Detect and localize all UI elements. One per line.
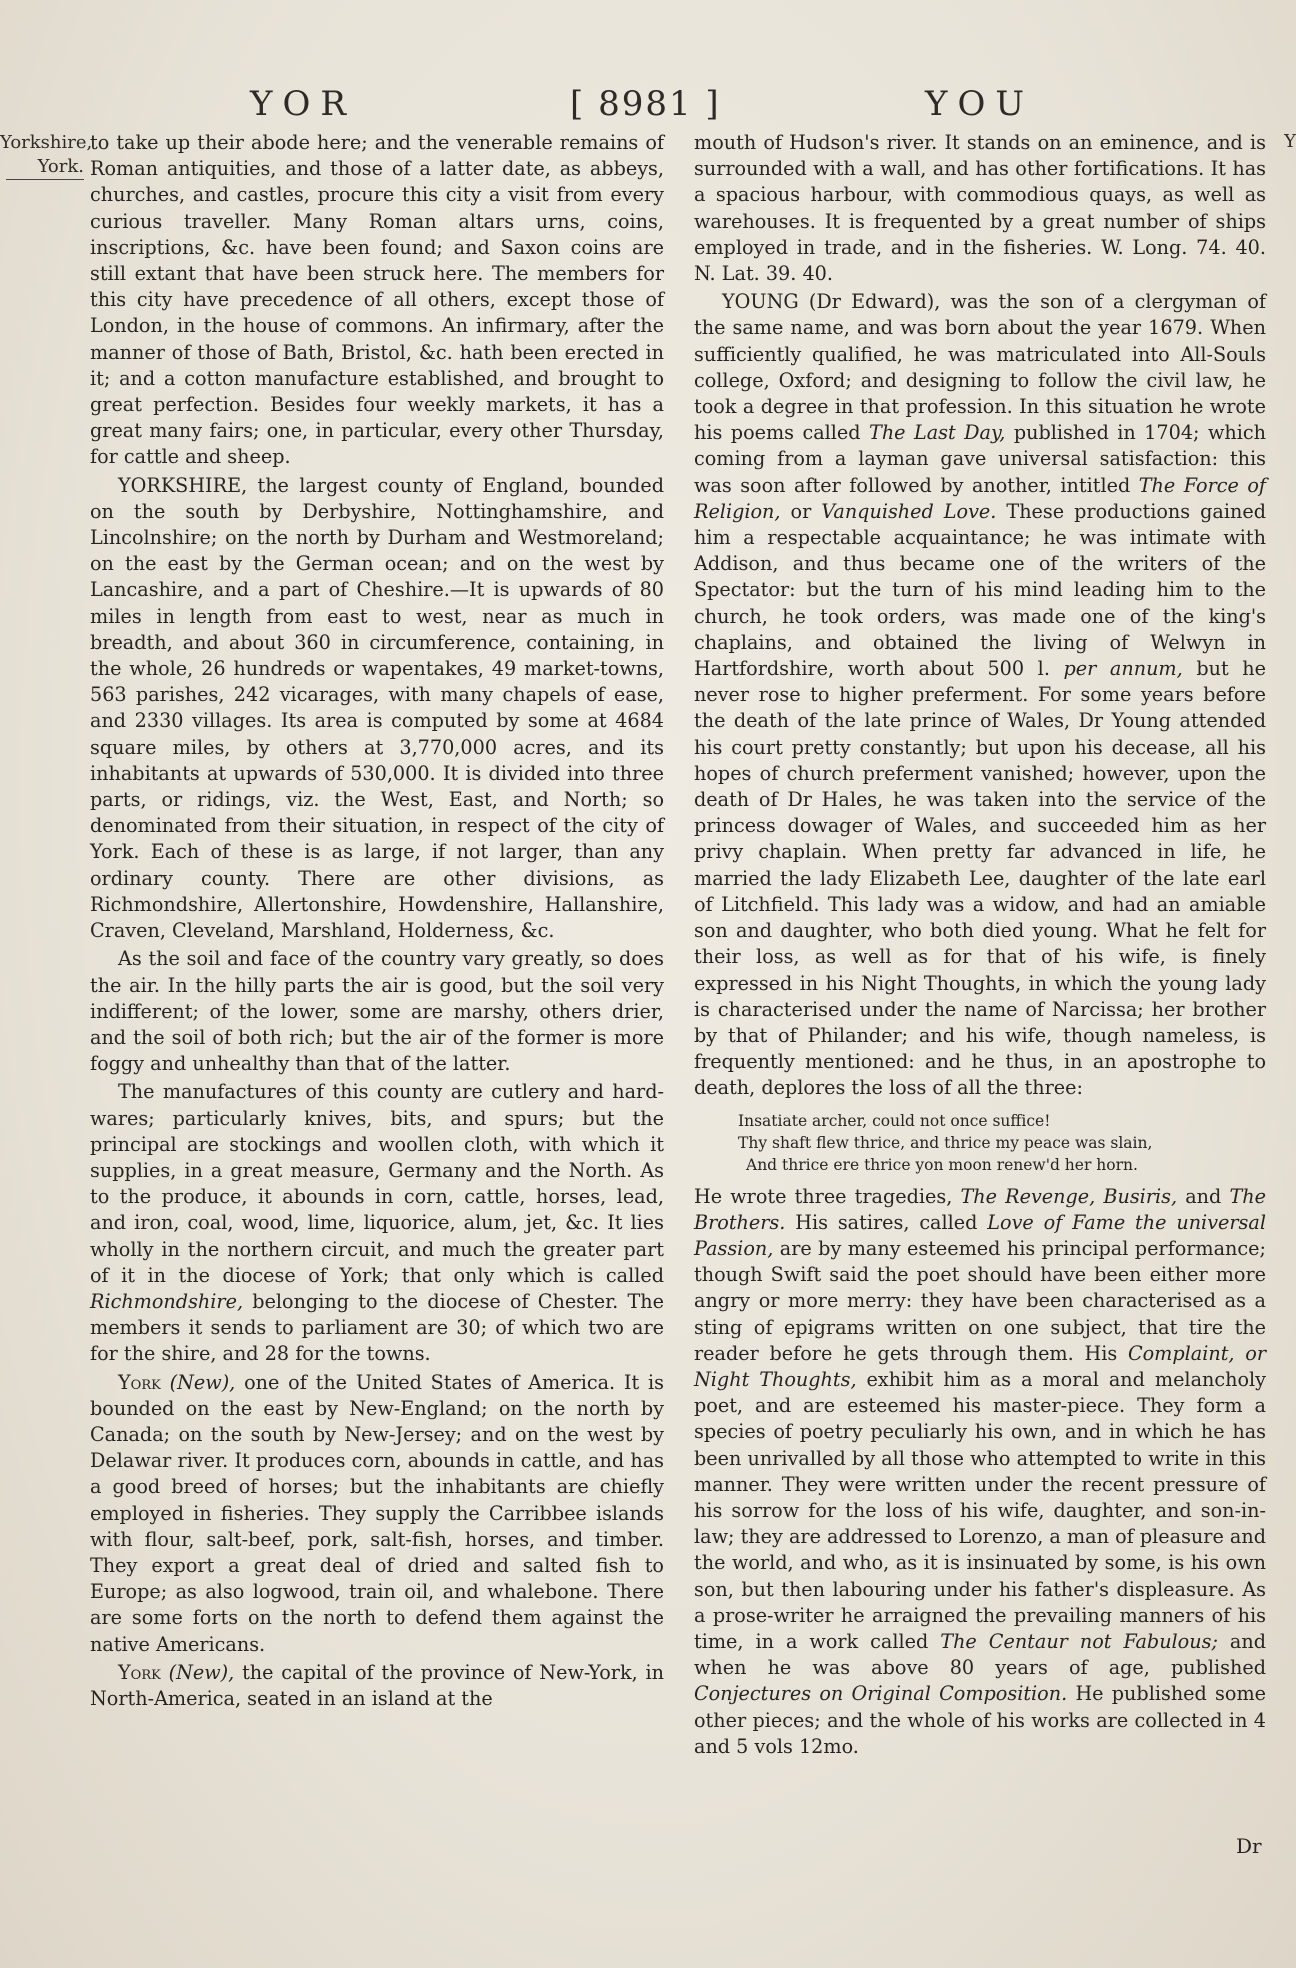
entry-head: York <box>118 1370 161 1394</box>
header-right-word: YOU <box>925 84 1034 124</box>
page-number: [ 8981 ] <box>570 84 721 124</box>
paragraph-soil: As the soil and face of the country vary greatly, so does the air. In the hilly parts the air is good, but the soil very indifferent; of the lower, some are marshy, others drier, and the soil of both rich; but the air of the former is more foggy and unhealthy than that of the latter. <box>90 947 664 1076</box>
paragraph-manufactures: The manufactures of this county are cutlery and hard-wares; particularly knives, bits, and spurs; but the principal are stockings and woollen cloth, with which it supplies, in a great measure, Germany and the North. As to the produce, it abounds in corn, cattle, horses, lead, and iron, coal, wood, lime, liquorice, alum, jet, &c. It lies wholly in the northern circuit, and much the greater part of it in the diocese of York; that only which is called Richmondshire, belonging to the diocese of Chester. The members it sends to parliament are 30; of which two are for the shire, and 28 for the towns. <box>90 1080 664 1366</box>
paragraph-new-york-city: York (New), the capital of the province of New-York, in North-America, seated in an island at the <box>90 1660 664 1710</box>
poem-line: Thy shaft flew thrice, and thrice my peace was slain, <box>738 1133 1153 1152</box>
poem-quotation <box>694 1110 1266 1176</box>
left-column <box>90 130 664 1712</box>
paragraph-yorkshire: YORKSHIRE, the largest county of England, bounded on the south by Derbyshire, Nottinghamshire, and Lincolnshire; on the north by Durham and Westmoreland; on the east by the German ocean; and on the west by Lancashire, and a part of Cheshire.—It is upwards of 80 miles in length from east to west, near as much in breadth, and about 360 in circumference, containing, in the whole, 26 hundreds or wapentakes, 49 market-towns, 563 parishes, 242 vicarages, with many chapels of ease, and 2330 villages. Its area is computed by some at 4684 square miles, by others at 3,770,000 acres, and its inhabitants at upwards of 530,000. It is divided into three parts, or ridings, viz. the West, East, and North; so denominated from their situation, in respect of the city of York. Each of these is as large, if not larger, than any ordinary county. There are other divisions, as Richmondshire, Allertonshire, Howdenshire, Hallanshire, Craven, Cleveland, Marshland, Holderness, &c. <box>90 473 664 943</box>
margin-note-line2: York. <box>37 156 84 177</box>
paragraph-young: YOUNG (Dr Edward), was the son of a clergyman of the same name, and was born about the year 1679. When sufficiently qualified, he was matriculated into All-Souls college, Oxford; and designing to follow the civil law, he took a degree in that profession. In this situation he wrote his poems called The Last Day, published in 1704; which coming from a layman gave universal satisfaction: this was soon after followed by another, intitled The Force of Religion, or Vanquished Love. These productions gained him a respectable acquaintance; he was intimate with Addison, and thus became one of the writers of the Spectator: but the turn of his mind leading him to the church, he took orders, was made one of the king's chaplains, and obtained the living of Welwyn in Hartfordshire, worth about 500 l. per annum, but he never rose to higher preferment. For some years before the death of the late prince of Wales, Dr Young attended his court pretty constantly; but upon his decease, all his hopes of church preferment vanished; however, upon the death of Dr Hales, he was taken into the service of the princess dowager of Wales, and succeeded him as her privy chaplain. When pretty far advanced in life, he married the lady Elizabeth Lee, daughter of the late earl of Litchfield. This lady was a widow, and had an amiable son and daughter, who both died young. What he felt for their loss, as well as for that of his wife, is finely expressed in his Night Thoughts, in which the young lady is characterised under the name of Narcissa; her brother by that of Philander; and his wife, though nameless, is frequently mentioned: and he thus, in an apostrophe to death, deplores the loss of all the three: <box>694 290 1267 1100</box>
margin-note-right: Y <box>1284 131 1296 152</box>
paragraph-young-works: He wrote three tragedies, The Revenge, Busiris, and The Brothers. His satires, called Love of Fame the universal Passion, are by many esteemed his principal performance; though Swift said the poet should have been either more angry or more merry: they have been characterised as a sting of epigrams written on one subject, that tire the reader before he gets through them. His Complaint, or Night Thoughts, exhibit him as a moral and melancholy poet, and are esteemed his master-piece. They form a species of poetry peculiarly his own, and in which he has been unrivalled by all those who attempted to write in this manner. They were written under the recent pressure of his sorrow for the loss of his wife, daughter, and son-in-law; they are addressed to Lorenzo, a man of pleasure and the world, and who, as it is insinuated by some, is his own son, but then labouring under his father's displeasure. As a prose-writer he arraigned the prevailing manners of his time, in a work called The Centaur not Fabulous; and when he was above 80 years of age, published Conjectures on Original Composition. He published some other pieces; and the whole of his works are collected in 4 and 5 vols 12mo. <box>694 1184 1267 1758</box>
margin-note-line1: Yorkshire, <box>0 132 93 153</box>
paragraph-new-york-state: York (New), one of the United States of America. It is bounded on the east by New-England; on the north by Canada; on the south by New-Jersey; and on the west by Delawar river. It produces corn, abounds in cattle, and has a good breed of horses; but the inhabitants are chiefly employed in fisheries. They supply the Carribbee islands with flour, salt-beef, pork, salt-fish, horses, and timber. They export a great deal of dried and salted fish to Europe; as also logwood, train oil, and whalebone. There are some forts on the north to defend them against the native Americans. <box>90 1370 664 1656</box>
catchword: Dr <box>1236 1834 1262 1858</box>
margin-note-rule <box>6 179 84 180</box>
entry-head: York <box>118 1660 161 1684</box>
right-column <box>694 130 1266 1760</box>
poem-line: Insatiate archer, could not once suffice! <box>738 1111 1051 1130</box>
paragraph-york-city: to take up their abode here; and the venerable remains of Roman antiquities, and those of a latter date, as abbeys, churches, and castles, procure this city a visit from every curious traveller. Many Roman altars urns, coins, inscriptions, &c. have been found; and Saxon coins are still extant that have been struck here. The members for this city have precedence of all others, except those of London, in the house of commons. An infirmary, after the manner of those of Bath, Bristol, &c. hath been erected in it; and a cotton manufacture established, and brought to great perfection. Besides four weekly markets, it has a great many fairs; one, in particular, every other Thursday, for cattle and sheep. <box>90 131 664 469</box>
header-left-word: YOR <box>250 84 356 124</box>
poem-line: And thrice ere thrice yon moon renew'd her horn. <box>746 1155 1138 1174</box>
running-header <box>0 84 1296 134</box>
paragraph-new-york-continued: mouth of Hudson's river. It stands on an eminence, and is surrounded with a wall, and has other fortifications. It has a spacious harbour, with commodious quays, as well as warehouses. It is frequented by a great number of ships employed in trade, and in the fisheries. W. Long. 74. 40. N. Lat. 39. 40. <box>694 131 1266 286</box>
margin-note <box>0 131 93 180</box>
